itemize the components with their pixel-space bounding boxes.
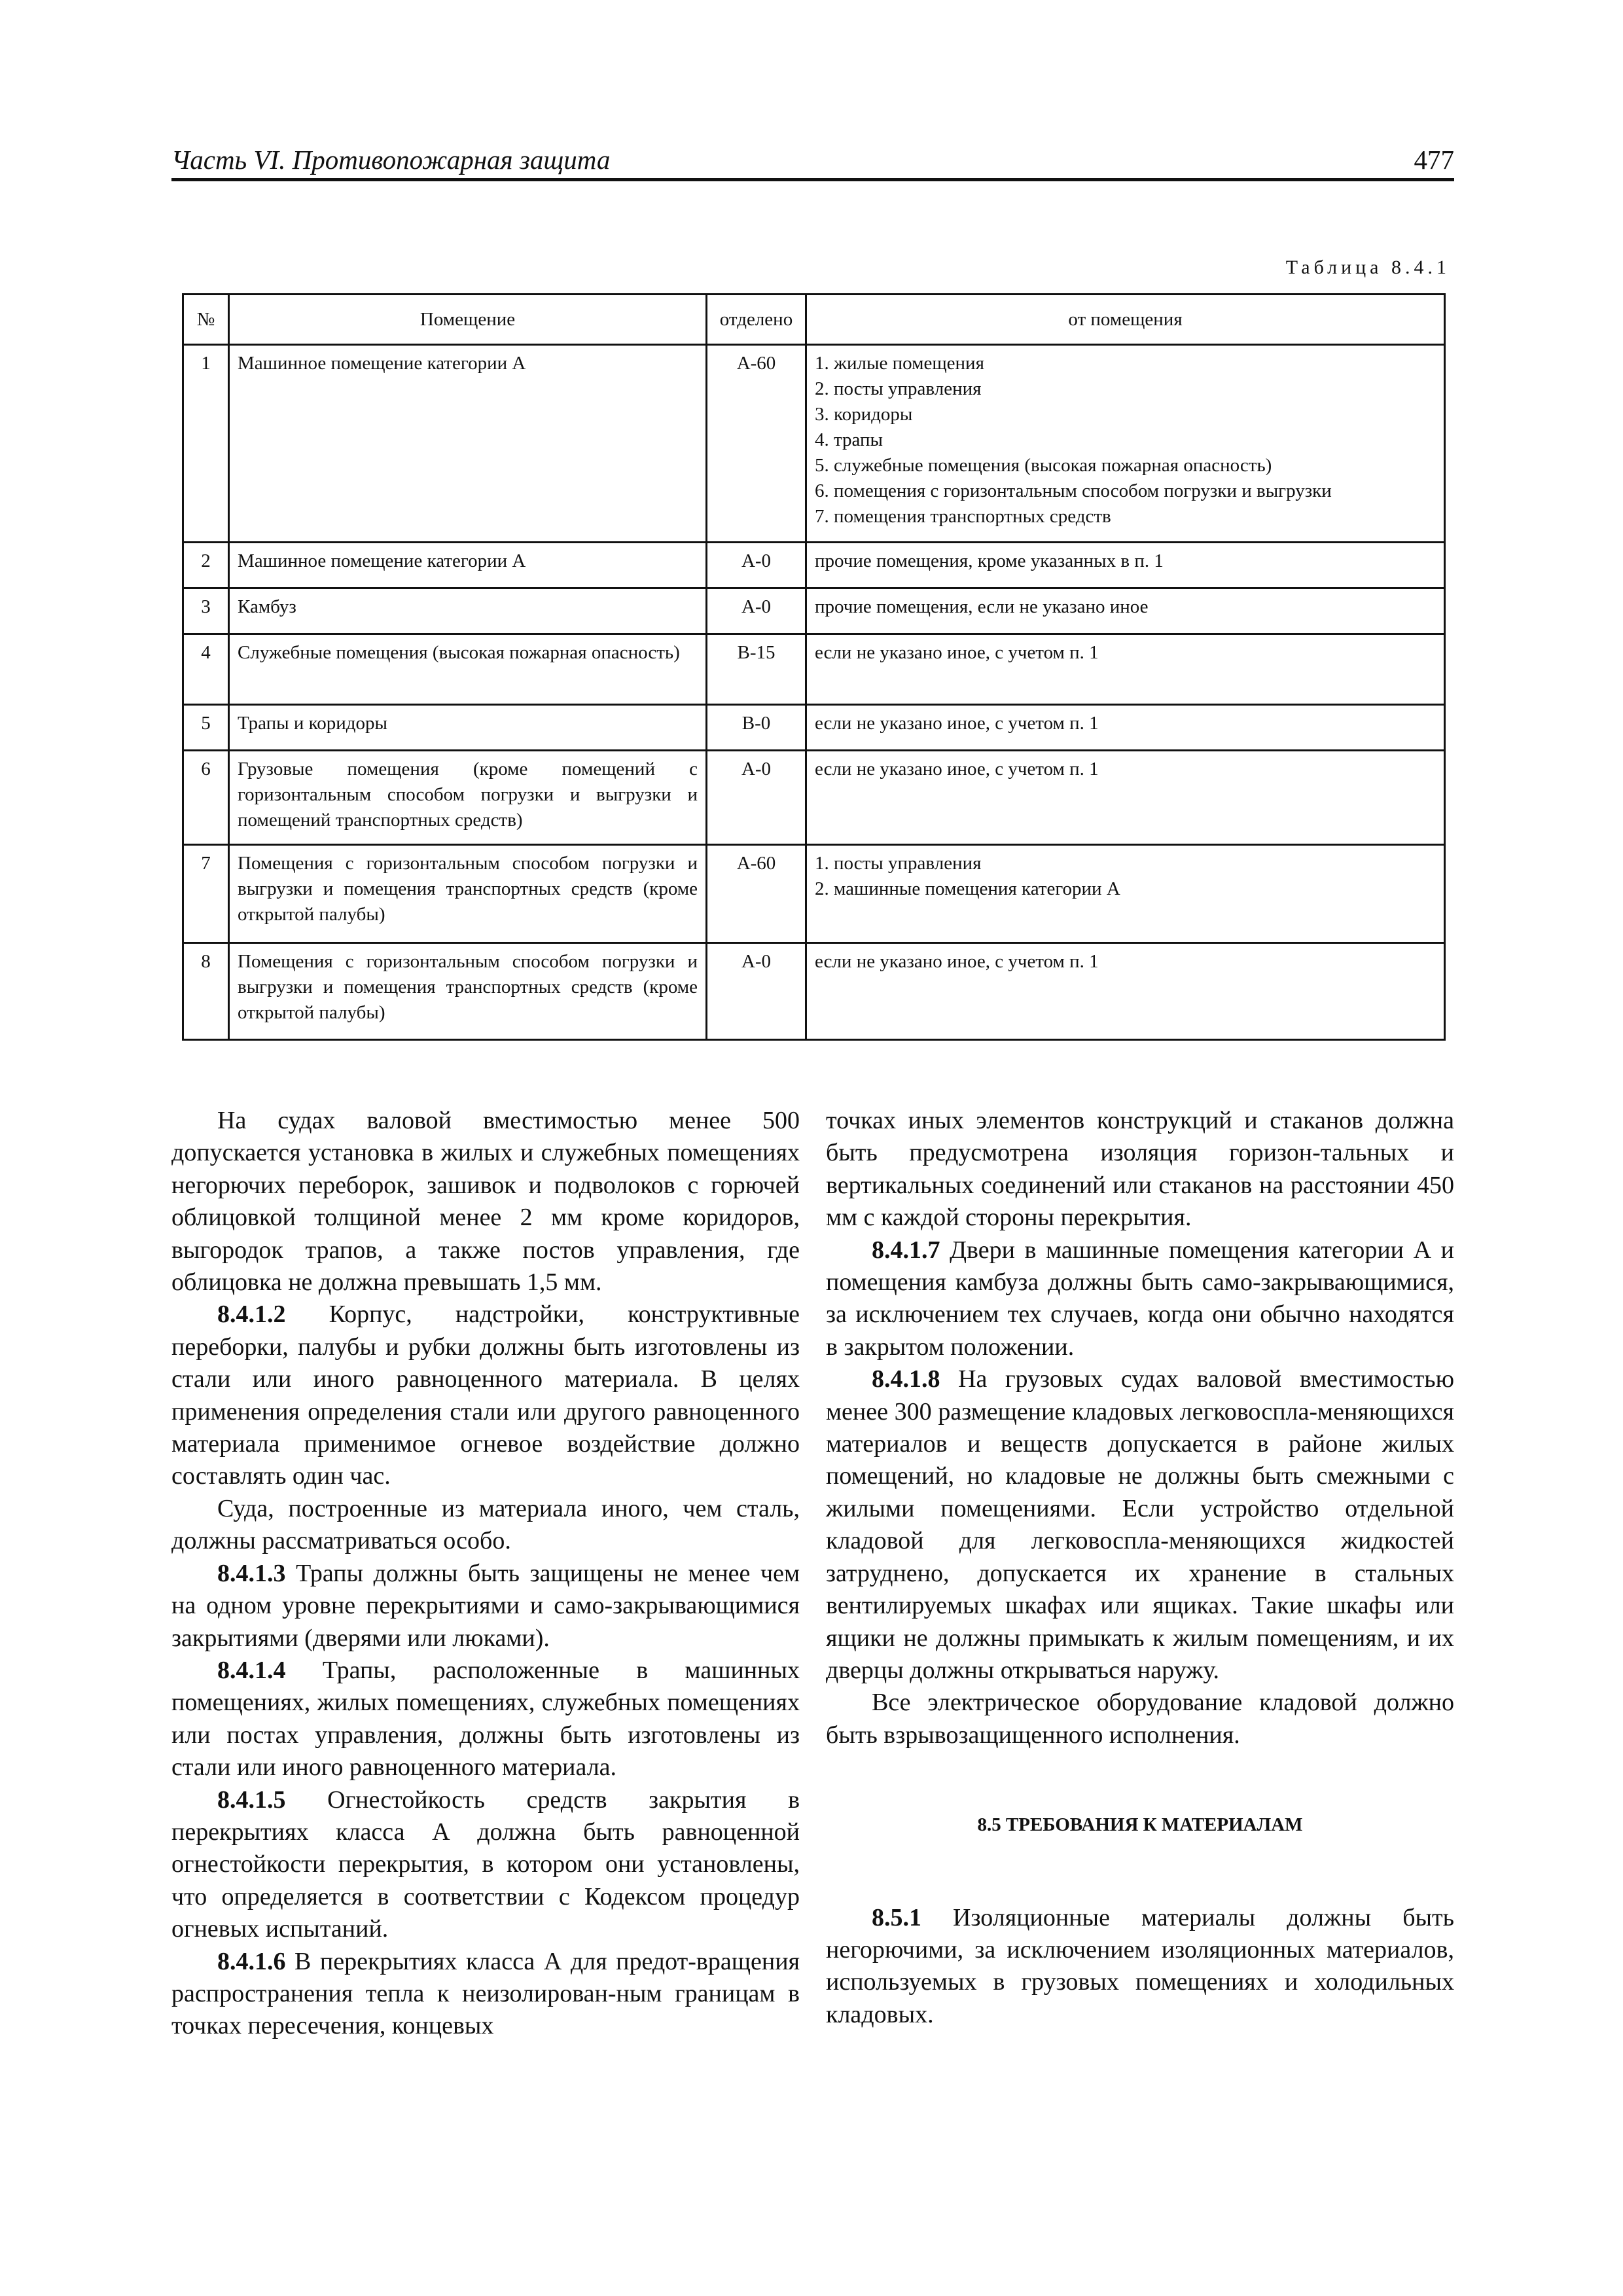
- clause-text: Огнестойкость средств закрытия в перекрытиях класса А должна быть равноценной огнестойкости перекрытия, в котором они установлены, что определяется в соответствии с Кодексом процедур огневых испытаний.: [171, 1785, 800, 1943]
- from-item: 7. помещения транспортных средств: [815, 506, 1111, 527]
- row-code: А-0: [707, 543, 806, 588]
- from-item: прочие помещения, кроме указанных в п. 1: [815, 550, 1164, 571]
- row-room: Помещения с горизонтальным способом погрузки и выгрузки и помещения транспортных средств (кроме открытой палубы): [229, 943, 707, 1040]
- fire-separation-table: [182, 293, 1446, 1041]
- row-room: Трапы и коридоры: [229, 705, 707, 751]
- clause-number: 8.4.1.8: [872, 1365, 940, 1393]
- from-item: 1. жилые помещения: [815, 353, 984, 374]
- clause-number: 8.4.1.4: [217, 1656, 286, 1684]
- running-title: Часть VI. Противопожарная защита: [171, 145, 611, 175]
- table-row: [183, 588, 1445, 634]
- row-code: А-60: [707, 845, 806, 943]
- row-code: А-0: [707, 943, 806, 1040]
- table-header-row: [183, 295, 1445, 345]
- clause-number: 8.5.1: [872, 1903, 921, 1931]
- paragraph-8-4-1-5: [171, 1784, 800, 1946]
- table-row: [183, 634, 1445, 705]
- header-room: Помещение: [229, 295, 707, 345]
- row-code: А-60: [707, 345, 806, 543]
- header-from: от помещения: [806, 295, 1445, 345]
- row-from: [806, 345, 1445, 543]
- from-item: 2. машинные помещения категории А: [815, 878, 1120, 899]
- header-code: отделено: [707, 295, 806, 345]
- row-from: [806, 751, 1445, 845]
- header-num: №: [183, 295, 229, 345]
- table-row: [183, 845, 1445, 943]
- from-item: если не указано иное, с учетом п. 1: [815, 713, 1099, 734]
- table-row: [183, 705, 1445, 751]
- table-row: [183, 543, 1445, 588]
- clause-text: В перекрытиях класса А для предот-вращения распространения тепла к неизолирован-ным границам в точках пересечения, концевых: [171, 1947, 800, 2040]
- paragraph-8-4-1-3: [171, 1558, 800, 1655]
- clause-number: 8.4.1.7: [872, 1236, 940, 1264]
- row-code: А-0: [707, 588, 806, 634]
- row-num: 5: [183, 705, 229, 751]
- paragraph-8-5-1: [826, 1902, 1454, 2032]
- clause-text: Трапы, расположенные в машинных помещениях, жилых помещениях, служебных помещениях или постах управления, должны быть изготовлены из стали или иного равноценного материала.: [171, 1656, 800, 1782]
- from-item: 3. коридоры: [815, 404, 913, 425]
- row-num: 1: [183, 345, 229, 543]
- left-text-column: [171, 1105, 800, 2043]
- from-item: 5. служебные помещения (высокая пожарная опасность): [815, 455, 1272, 476]
- paragraph-continuation: точках иных элементов конструкций и стаканов должна быть предусмотрена изоляция горизон-тальных и вертикальных соединений или стаканов на расстоянии 450 мм с каждой стороны перекрытия.: [826, 1107, 1454, 1232]
- row-code: В-15: [707, 634, 806, 705]
- row-from: [806, 588, 1445, 634]
- page-number: 477: [1414, 145, 1454, 175]
- paragraph-8-4-1-7: [826, 1234, 1454, 1364]
- row-room: Грузовые помещения (кроме помещений с горизонтальным способом погрузки и выгрузки и помещений транспортных средств): [229, 751, 707, 845]
- row-num: 4: [183, 634, 229, 705]
- clause-number: 8.4.1.5: [217, 1785, 286, 1814]
- row-code: В-0: [707, 705, 806, 751]
- table-row: [183, 345, 1445, 543]
- clause-number: 8.4.1.3: [217, 1559, 286, 1587]
- table-row: [183, 751, 1445, 845]
- from-item: если не указано иное, с учетом п. 1: [815, 642, 1099, 663]
- row-code: А-0: [707, 751, 806, 845]
- row-room: Камбуз: [229, 588, 707, 634]
- clause-text: Корпус, надстройки, конструктивные переборки, палубы и рубки должны быть изготовлены из стали или иного равноценного материала. В целях применения определения стали или другого равноценного материала применимое огневое воздействие должно составлять один час.: [171, 1300, 800, 1490]
- row-num: 7: [183, 845, 229, 943]
- row-from: [806, 705, 1445, 751]
- paragraph-8-4-1-4: [171, 1655, 800, 1784]
- row-from: [806, 845, 1445, 943]
- clause-text: Изоляционные материалы должны быть негорючими, за исключением изоляционных материалов, используемых в грузовых помещениях и холодильных кладовых.: [826, 1903, 1454, 2028]
- right-text-column: [826, 1105, 1454, 2031]
- clause-number: 8.4.1.6: [217, 1947, 286, 1975]
- section-heading: 8.5 ТРЕБОВАНИЯ К МАТЕРИАЛАМ: [977, 1814, 1303, 1836]
- paragraph-8-4-1-2: [171, 1299, 800, 1492]
- table-caption: Таблица 8.4.1: [1285, 257, 1450, 278]
- row-room: Машинное помещение категории А: [229, 543, 707, 588]
- row-num: 3: [183, 588, 229, 634]
- row-num: 2: [183, 543, 229, 588]
- from-item: если не указано иное, с учетом п. 1: [815, 759, 1099, 780]
- paragraph-electrical-equipment: Все электрическое оборудование кладовой должно быть взрывозащищенного исполнения.: [826, 1689, 1454, 1749]
- paragraph-8-4-1-6: [171, 1946, 800, 2043]
- from-item: 6. помещения с горизонтальным способом погрузки и выгрузки: [815, 480, 1332, 501]
- row-from: [806, 943, 1445, 1040]
- clause-text: На грузовых судах валовой вместимостью менее 300 размещение кладовых легковоспла-меняющихся материалов и веществ допускается в районе жилых помещений, но кладовые не должны быть смежными с жилыми помещениями. Если устройство отдельной кладовой для легковоспла-меняющихся жидкостей затруднено, допускается их хранение в стальных вентилируемых шкафах или ящиках. Такие шкафы или ящики не должны примыкать к жилым помещениям, и их дверцы должны открываться наружу.: [826, 1365, 1454, 1684]
- from-item: 1. посты управления: [815, 853, 982, 874]
- row-room: Служебные помещения (высокая пожарная опасность): [229, 634, 707, 705]
- row-room: Помещения с горизонтальным способом погрузки и выгрузки и помещения транспортных средств (кроме открытой палубы): [229, 845, 707, 943]
- paragraph-small-vessels: На судах валовой вместимостью менее 500 допускается установка в жилых и служебных помещениях негорючих переборок, зашивок и подволоков с горючей облицовкой толщиной менее 2 мм кроме коридоров, выгородок трапов, а также постов управления, где облицовка не должна превышать 1,5 мм.: [171, 1107, 800, 1297]
- clause-text: Двери в машинные помещения категории А и помещения камбуза должны быть само-закрывающимися, за исключением тех случаев, когда они обычно находятся в закрытом положении.: [826, 1236, 1454, 1361]
- row-from: [806, 543, 1445, 588]
- row-num: 8: [183, 943, 229, 1040]
- from-item: прочие помещения, если не указано иное: [815, 596, 1149, 617]
- paragraph-non-steel-vessels: Суда, построенные из материала иного, чем сталь, должны рассматриваться особо.: [171, 1494, 800, 1555]
- from-item: 2. посты управления: [815, 378, 982, 399]
- from-item: если не указано иное, с учетом п. 1: [815, 951, 1099, 972]
- page-header: [171, 139, 1454, 181]
- row-num: 6: [183, 751, 229, 845]
- table-row: [183, 943, 1445, 1040]
- clause-text: Трапы должны быть защищены не менее чем на одном уровне перекрытиями и само-закрывающимися закрытиями (дверями или люками).: [171, 1559, 800, 1652]
- paragraph-8-4-1-8: [826, 1363, 1454, 1687]
- clause-number: 8.4.1.2: [217, 1300, 286, 1329]
- row-from: [806, 634, 1445, 705]
- row-room: Машинное помещение категории А: [229, 345, 707, 543]
- from-item: 4. трапы: [815, 429, 883, 450]
